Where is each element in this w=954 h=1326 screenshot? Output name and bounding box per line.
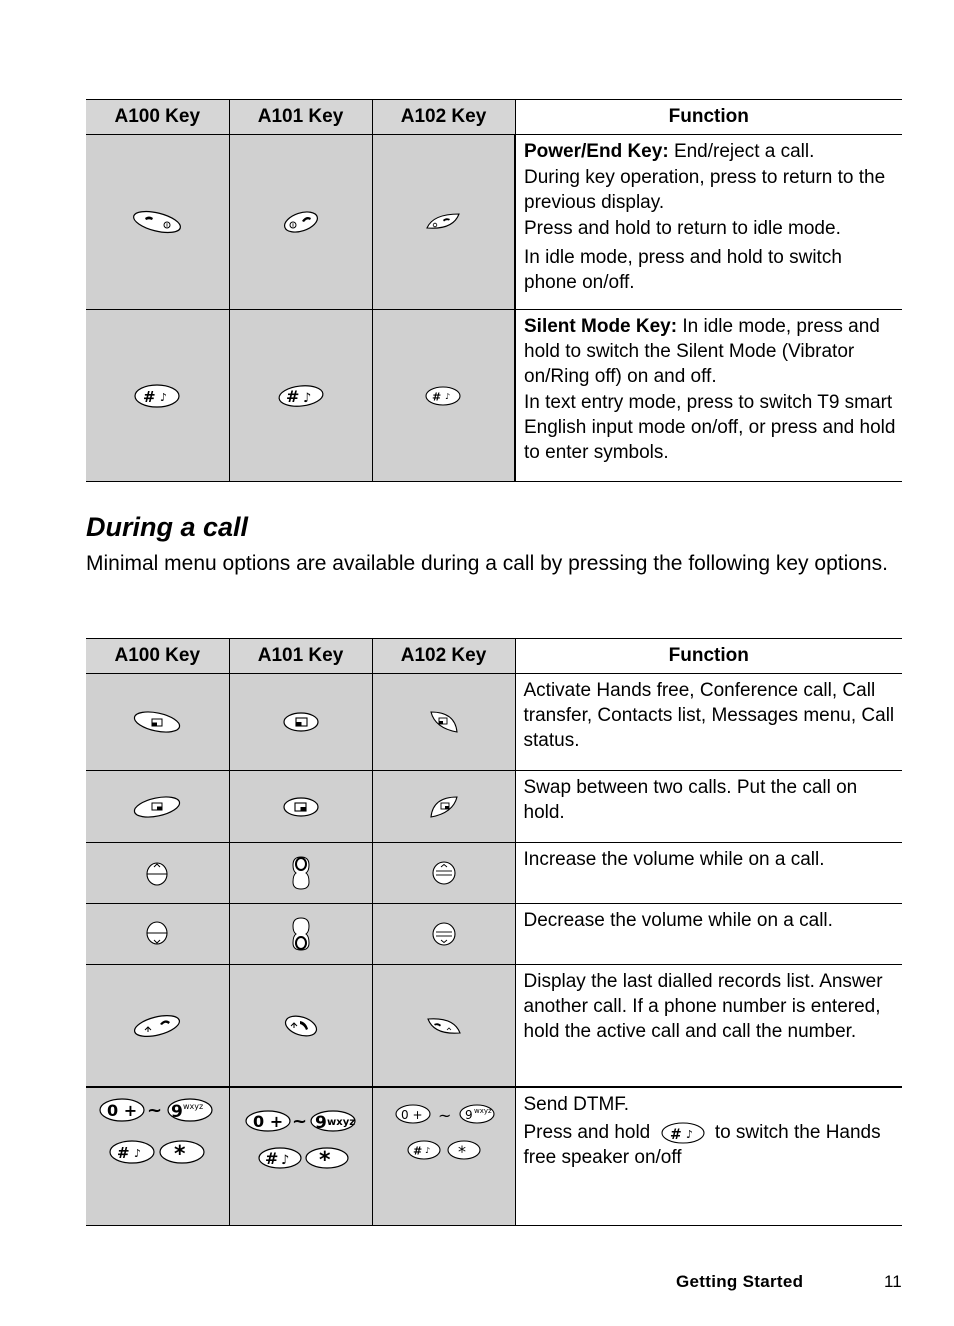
volume-down-key-icon bbox=[291, 916, 311, 952]
hash-key-label: # bbox=[117, 1144, 130, 1162]
table-header-row bbox=[86, 100, 902, 135]
function-line: Press and hold bbox=[523, 1122, 651, 1143]
table-header-row bbox=[86, 639, 902, 674]
hash-key-label: # bbox=[264, 1149, 278, 1168]
nine-key-letters: wxyz bbox=[473, 1107, 492, 1115]
a101-key-cell bbox=[229, 1087, 372, 1226]
send-key-icon bbox=[424, 1013, 464, 1039]
table-row bbox=[86, 135, 902, 310]
zero-key-label: 0 + bbox=[400, 1108, 423, 1122]
range-tilde: ~ bbox=[147, 1100, 163, 1121]
volume-down-key-icon bbox=[145, 919, 169, 949]
a101-key-cell bbox=[229, 771, 372, 843]
a100-key-cell bbox=[86, 1087, 229, 1226]
send-key-icon bbox=[132, 1013, 182, 1039]
power-end-key-icon bbox=[282, 209, 320, 235]
section-intro: Minimal menu options are available during a call by pressing the following key options. bbox=[86, 552, 888, 575]
silent-mode-key-icon bbox=[277, 383, 325, 409]
a101-key-cell bbox=[229, 965, 372, 1088]
table-row bbox=[86, 965, 902, 1088]
function-line: Send DTMF. bbox=[523, 1094, 630, 1115]
function-line: In idle mode, press and hold to switch the Silent Mode (Vibrator on/Ring off) on and off. bbox=[524, 316, 880, 387]
svg-text:#: # bbox=[432, 390, 442, 403]
nine-key-letters: wxyz bbox=[183, 1102, 204, 1111]
a100-key-cell bbox=[86, 904, 229, 965]
header-function: Function bbox=[515, 639, 902, 674]
function-cell: Display the last dialled records list. Answer another call. If a phone number is entered, hold the active call and call the number. bbox=[515, 965, 902, 1088]
key-function-table-call bbox=[86, 638, 902, 1226]
a100-key-cell bbox=[86, 310, 229, 482]
function-line: In idle mode, press and hold to switch phone on/off. bbox=[524, 247, 842, 293]
a101-key-cell bbox=[229, 843, 372, 904]
table-row bbox=[86, 904, 902, 965]
svg-text:♪: ♪ bbox=[280, 1153, 289, 1168]
left-soft-key-icon bbox=[427, 708, 461, 736]
footer-section-title: Getting Started bbox=[676, 1272, 804, 1291]
function-line: to switch the Hands free speaker on/off bbox=[523, 1122, 881, 1168]
section-title: During a call bbox=[86, 512, 249, 542]
function-cell bbox=[515, 310, 902, 482]
header-a100-key: A100 Key bbox=[86, 100, 229, 135]
number-keys-icon bbox=[99, 1096, 215, 1170]
function-cell: Increase the volume while on a call. bbox=[515, 843, 902, 904]
power-end-key-icon bbox=[131, 209, 183, 235]
page-number: 11 bbox=[884, 1272, 902, 1291]
nine-key-label: 9 bbox=[314, 1113, 327, 1133]
key-title: Power/End Key: bbox=[524, 141, 669, 162]
table-row bbox=[86, 1087, 902, 1226]
number-keys-icon bbox=[243, 1110, 359, 1174]
star-key-label: * bbox=[318, 1148, 331, 1173]
a100-key-cell bbox=[86, 674, 229, 771]
volume-up-key-icon bbox=[431, 859, 457, 887]
zero-key-label: 0 + bbox=[252, 1112, 283, 1131]
svg-text:#: # bbox=[285, 386, 299, 406]
table-row bbox=[86, 771, 902, 843]
a102-key-cell bbox=[372, 965, 515, 1088]
header-a101-key: A101 Key bbox=[229, 639, 372, 674]
svg-text:♪: ♪ bbox=[424, 1146, 430, 1155]
key-title: Silent Mode Key: bbox=[524, 316, 678, 337]
a102-key-cell bbox=[372, 843, 515, 904]
function-cell: Swap between two calls. Put the call on hold. bbox=[515, 771, 902, 843]
a101-key-cell bbox=[229, 135, 372, 310]
table-row bbox=[86, 310, 902, 482]
number-keys-icon bbox=[386, 1102, 502, 1170]
send-key-icon bbox=[282, 1013, 320, 1039]
svg-text:♪: ♪ bbox=[445, 391, 451, 401]
function-cell: Activate Hands free, Conference call, Call transfer, Contacts list, Messages menu, Call status. bbox=[515, 674, 902, 771]
star-key-label: * bbox=[457, 1142, 466, 1161]
a101-key-cell bbox=[229, 674, 372, 771]
left-soft-key-icon bbox=[132, 709, 182, 735]
a100-key-cell bbox=[86, 771, 229, 843]
function-line: End/reject a call. bbox=[673, 141, 815, 162]
a100-key-cell bbox=[86, 965, 229, 1088]
a100-key-cell bbox=[86, 843, 229, 904]
volume-up-key-icon bbox=[291, 855, 311, 891]
svg-text:♪: ♪ bbox=[134, 1147, 142, 1160]
svg-text:#: # bbox=[669, 1126, 682, 1143]
volume-up-key-icon bbox=[145, 858, 169, 888]
a102-key-cell bbox=[372, 1087, 515, 1226]
a102-key-cell bbox=[372, 771, 515, 843]
svg-text:♪: ♪ bbox=[160, 390, 168, 404]
a101-key-cell bbox=[229, 904, 372, 965]
volume-down-key-icon bbox=[431, 920, 457, 948]
function-line: During key operation, press to return to the previous display. bbox=[524, 167, 886, 213]
hash-key-label: # bbox=[412, 1144, 422, 1158]
left-soft-key-icon bbox=[281, 709, 321, 735]
header-a102-key: A102 Key bbox=[372, 100, 515, 135]
function-cell bbox=[515, 1087, 902, 1226]
svg-text:♪: ♪ bbox=[685, 1127, 693, 1141]
header-a102-key: A102 Key bbox=[372, 639, 515, 674]
right-soft-key-icon bbox=[427, 793, 461, 821]
table-row bbox=[86, 674, 902, 771]
a102-key-cell bbox=[372, 674, 515, 771]
key-function-table-idle bbox=[86, 99, 902, 482]
power-end-key-icon bbox=[423, 210, 463, 234]
svg-text:♪: ♪ bbox=[302, 390, 311, 406]
function-cell: Decrease the volume while on a call. bbox=[515, 904, 902, 965]
right-soft-key-icon bbox=[132, 794, 182, 820]
a101-key-cell bbox=[229, 310, 372, 482]
svg-text:#: # bbox=[143, 387, 156, 406]
header-a100-key: A100 Key bbox=[86, 639, 229, 674]
a102-key-cell bbox=[372, 310, 515, 482]
range-tilde: ~ bbox=[291, 1111, 307, 1132]
star-key-label: * bbox=[174, 1142, 186, 1167]
a102-key-cell bbox=[372, 135, 515, 310]
nine-key-label: 9 bbox=[171, 1102, 184, 1122]
header-function: Function bbox=[515, 100, 902, 135]
silent-mode-key-icon bbox=[133, 383, 181, 409]
header-a101-key: A101 Key bbox=[229, 100, 372, 135]
function-cell bbox=[515, 135, 902, 310]
nine-key-letters: wxyz bbox=[326, 1117, 355, 1128]
right-soft-key-icon bbox=[281, 794, 321, 820]
zero-key-label: 0 + bbox=[107, 1101, 138, 1120]
function-line: Press and hold to return to idle mode. bbox=[524, 218, 841, 239]
silent-mode-key-icon bbox=[660, 1121, 706, 1145]
a102-key-cell bbox=[372, 904, 515, 965]
function-line: In text entry mode, press to switch T9 smart English input mode on/off, or press and hold to enter symbols. bbox=[524, 392, 896, 463]
table-row bbox=[86, 843, 902, 904]
silent-mode-key-icon bbox=[423, 384, 463, 408]
a100-key-cell bbox=[86, 135, 229, 310]
nine-key-label: 9 bbox=[464, 1108, 473, 1122]
range-tilde: ~ bbox=[437, 1106, 451, 1125]
